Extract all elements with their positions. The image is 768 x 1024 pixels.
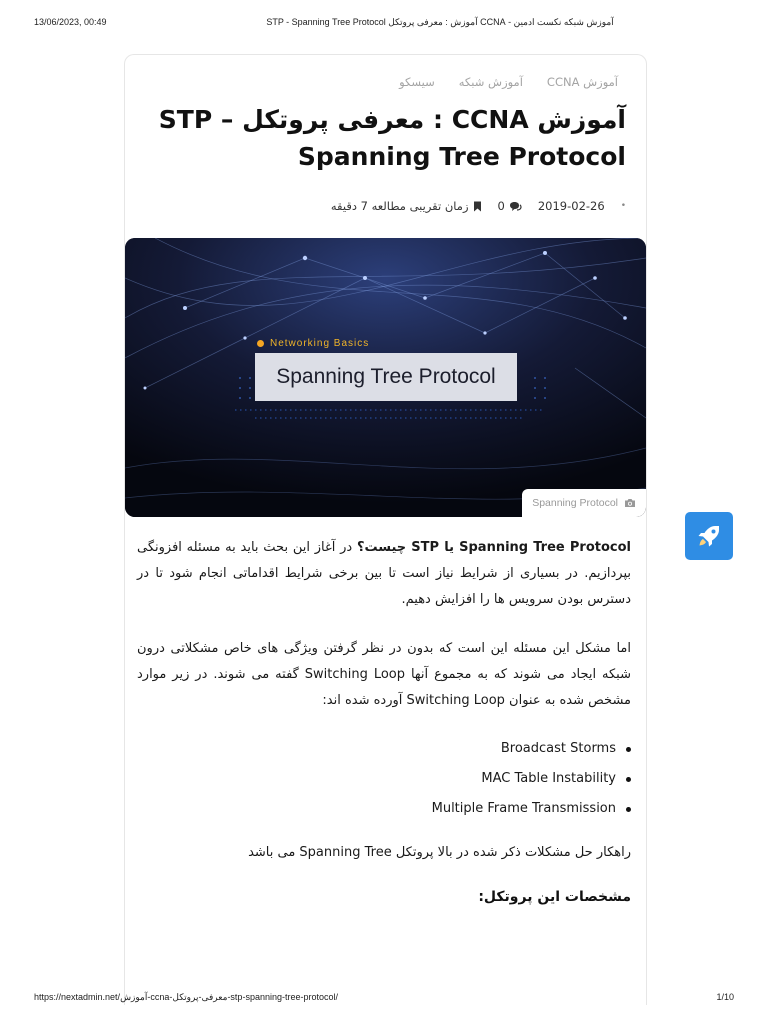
- category-link[interactable]: آموزش CCNA: [546, 75, 618, 89]
- intro-question: Spanning Tree Protocol یا STP چیست؟: [356, 540, 631, 555]
- list-item: [432, 734, 631, 764]
- hero-image: [125, 238, 646, 517]
- article-title: آموزش CCNA : معرفی پروتکل STP – Spanning Tree Protocol: [158, 105, 626, 171]
- rocket-icon: [695, 522, 723, 550]
- image-caption: [522, 489, 646, 517]
- list-item-text: Broadcast Storms: [500, 741, 616, 756]
- intro-text: در آغاز این بحث باید به مسئله افزونگی بپردازیم. در بسیاری از شرایط نیاز است تا بین برخی شرایط اقداماتی انجام شود تا در دسترس بودن سرویس ها را افزایش دهیم.: [137, 540, 631, 607]
- comment-count-group[interactable]: [498, 199, 522, 213]
- list-item-text: Multiple Frame Transmission: [431, 801, 616, 816]
- hero-kicker: [257, 338, 369, 349]
- print-header: [0, 17, 768, 31]
- hero-kicker-text: Networking Basics: [270, 338, 370, 349]
- print-date: 13/06/2023, 00:49: [34, 17, 107, 27]
- print-page-number: 1/10: [716, 992, 734, 1002]
- switching-loop-paragraph: اما مشکل این مسئله این است که بدون در نظر گرفتن ویژگی های خاص مشکلاتی درون شبکه ایجاد می شوند که به مجموع آنها Switching Loop گفته می شوند. در زیر موارد مشخص شده به عنوان Switching Loop آورده شده اند:: [137, 641, 631, 708]
- print-footer: [0, 992, 768, 1006]
- print-doc-title: آموزش شبکه نکست ادمین - CCNA آموزش : معرفی پروتکل STP - Spanning Tree Protocol: [266, 17, 614, 27]
- article-meta: [331, 199, 626, 213]
- list-item-text: MAC Table Instability: [481, 771, 616, 786]
- post-date: 2019-02-26: [537, 199, 605, 213]
- problem-list: [432, 734, 631, 824]
- caption-text: Spanning Protocol: [532, 497, 618, 509]
- hero-heading: Spanning Tree Protocol: [255, 353, 517, 401]
- bullet-dot: [626, 777, 631, 782]
- comment-count: 0: [497, 199, 505, 213]
- scroll-to-top-button[interactable]: [685, 512, 733, 560]
- list-item: [432, 764, 631, 794]
- camera-icon: [624, 498, 636, 508]
- reading-time-group: [331, 199, 482, 213]
- comment-icon: [509, 201, 522, 212]
- bullet-dot: [626, 747, 631, 752]
- intro-paragraph: [137, 535, 631, 613]
- section-subheading: مشخصات این پروتکل:: [478, 889, 631, 905]
- category-link[interactable]: آموزش شبکه: [458, 75, 523, 89]
- category-list: [399, 75, 618, 89]
- category-link[interactable]: سیسکو: [399, 75, 435, 89]
- solution-paragraph: راهکار حل مشکلات ذکر شده در بالا پروتکل Spanning Tree می باشد: [248, 845, 631, 860]
- kicker-dot: [257, 340, 264, 347]
- print-url: https://nextadmin.net/آموزش-ccna-معرفی-پروتکل-stp-spanning-tree-protocol/: [34, 992, 338, 1002]
- reading-time: زمان تقریبی مطالعه 7 دقیقه: [330, 199, 469, 213]
- list-item: [432, 794, 631, 824]
- bullet-dot: [626, 807, 631, 812]
- meta-bullet: •: [620, 201, 626, 211]
- bookmark-icon: [473, 201, 482, 212]
